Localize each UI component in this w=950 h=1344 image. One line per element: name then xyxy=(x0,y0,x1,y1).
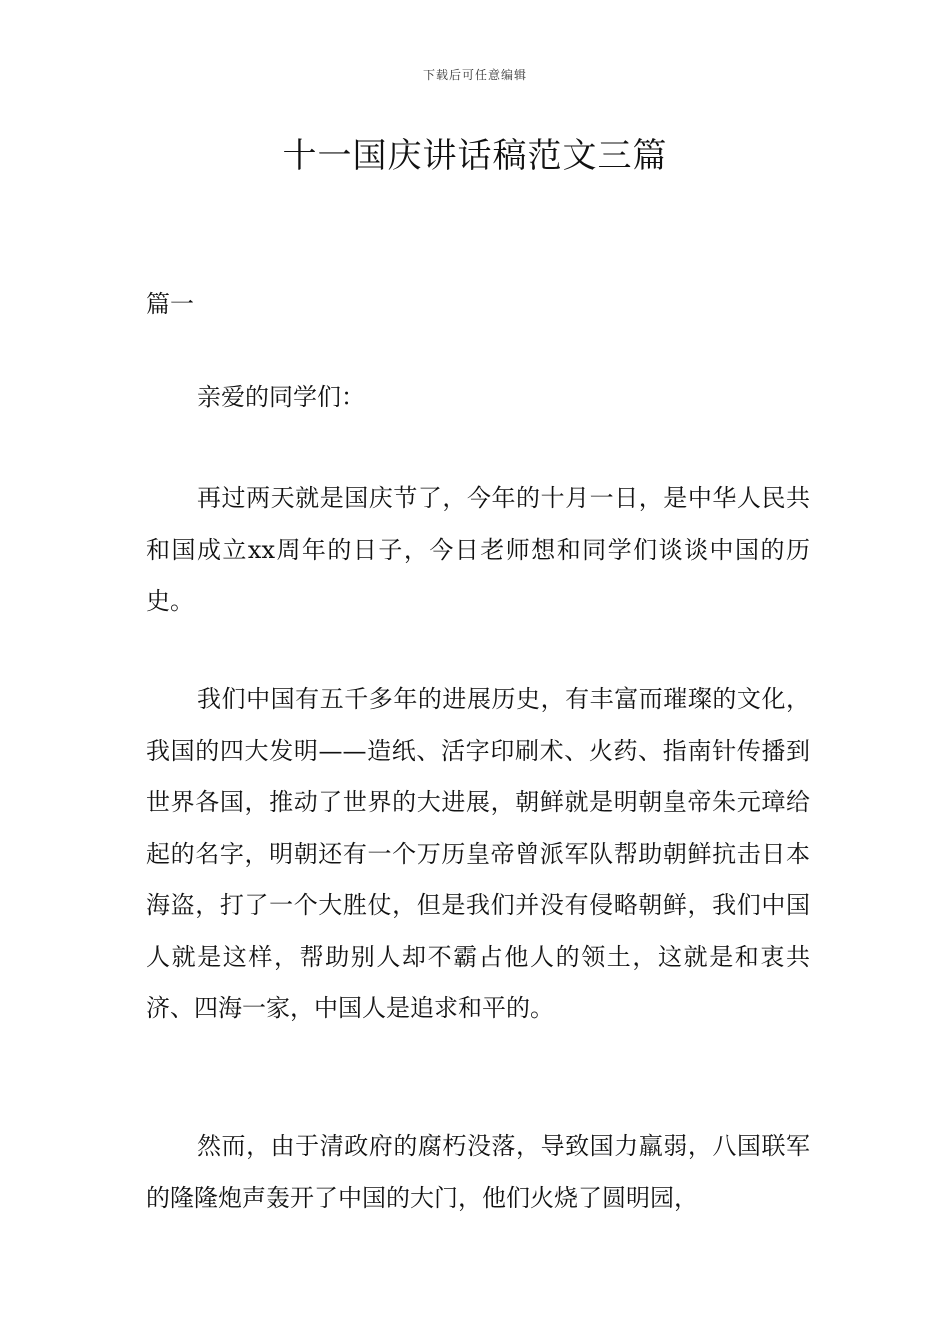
section-heading: 篇一 xyxy=(146,290,194,318)
body-paragraph-3: 然而，由于清政府的腐朽没落，导致国力羸弱，八国联军的隆隆炮声轰开了中国的大门，他们火烧了圆明园， xyxy=(146,1132,810,1212)
document-title: 十一国庆讲话稿范文三篇 xyxy=(282,136,668,176)
header-note: 下载后可任意编辑 xyxy=(422,68,527,82)
greeting-paragraph: 亲爱的同学们： xyxy=(197,383,365,411)
body-paragraph-1: 再过两天就是国庆节了，今年的十月一日，是中华人民共和国成立xx周年的日子，今日老师想和同学们谈谈中国的历史。 xyxy=(146,484,810,615)
body-paragraph-2: 我们中国有五千多年的进展历史，有丰富而璀璨的文化，我国的四大发明——造纸、活字印刷术、火药、指南针传播到世界各国，推动了世界的大进展，朝鲜就是明朝皇帝朱元璋给起的名字，明朝还有一个万历皇帝曾派军队帮助朝鲜抗击日本海盗，打了一个大胜仗，但是我们并没有侵略朝鲜，我们中国人就是这样，帮助别人却不霸占他人的领土，这就是和衷共济、四海一家，中国人是追求和平的。 xyxy=(146,685,810,1022)
